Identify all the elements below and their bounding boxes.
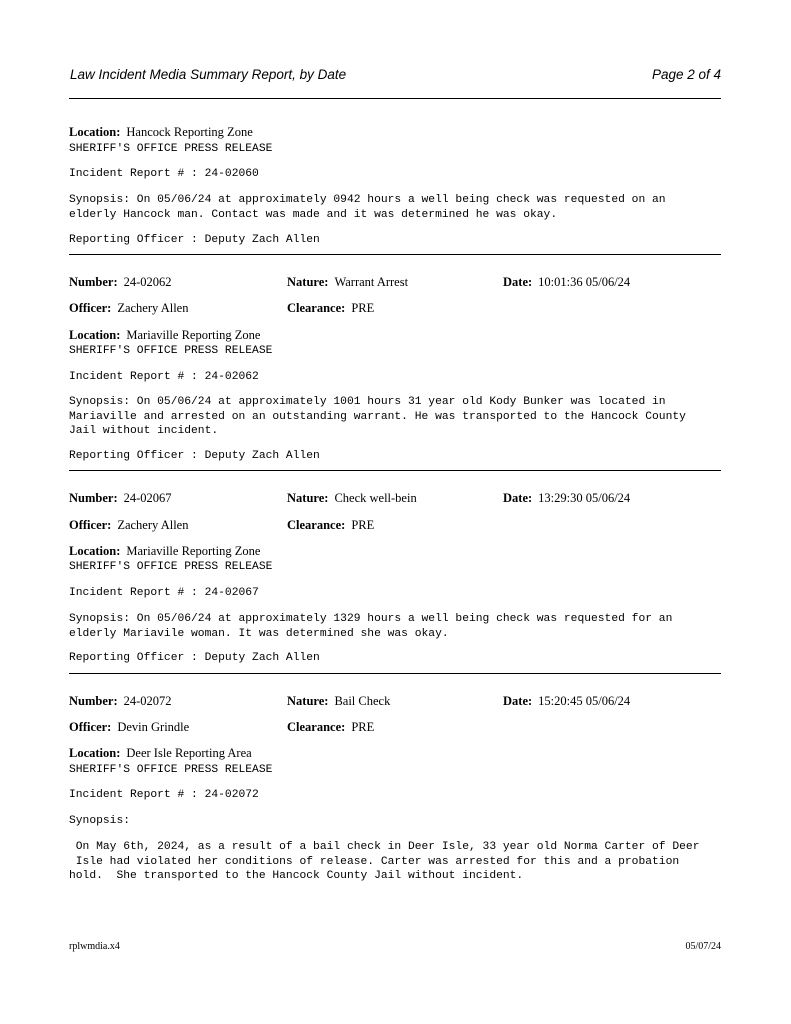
entry3-nature: Nature: Bail Check [287,694,391,708]
entry0-synopsis: Synopsis: On 05/06/24 at approximately 0942 hours a well being check was requested on an elderly Hancock man. Contact was made and it was determined he was okay. [69,194,666,221]
entry2-number: Number: 24-02067 [69,491,172,505]
entry1-location: Location: Mariaville Reporting Zone [69,328,261,342]
entry0-location: Location: Hancock Reporting Zone [69,125,253,139]
entry2-reporting-officer: Reporting Officer : Deputy Zach Allen [69,652,320,664]
entry1-press-release: SHERIFF'S OFFICE PRESS RELEASE [69,345,273,357]
entry3-clearance: Clearance: PRE [287,720,375,734]
entry3-location: Location: Deer Isle Reporting Area [69,746,252,760]
entry1-clearance: Clearance: PRE [287,301,375,315]
header-divider [69,98,721,99]
entry3-date: Date: 15:20:45 05/06/24 [503,694,631,708]
entry-divider [69,470,721,471]
footer-date: 05/07/24 [685,941,721,952]
entry3-synopsis-label: Synopsis: [69,815,131,827]
entry1-incident-report: Incident Report # : 24-02062 [69,371,259,383]
entry2-clearance: Clearance: PRE [287,518,375,532]
entry3-press-release: SHERIFF'S OFFICE PRESS RELEASE [69,764,273,776]
entry0-incident-report: Incident Report # : 24-02060 [69,168,259,180]
entry-divider [69,673,721,674]
entry0-press-release: SHERIFF'S OFFICE PRESS RELEASE [69,143,273,155]
entry3-officer: Officer: Devin Grindle [69,720,190,734]
entry1-officer: Officer: Zachery Allen [69,301,189,315]
entry2-press-release: SHERIFF'S OFFICE PRESS RELEASE [69,561,273,573]
entry3-number: Number: 24-02072 [69,694,172,708]
entry2-location: Location: Mariaville Reporting Zone [69,544,261,558]
entry2-officer: Officer: Zachery Allen [69,518,189,532]
entry1-reporting-officer: Reporting Officer : Deputy Zach Allen [69,450,320,462]
entry-divider [69,254,721,255]
entry1-nature: Nature: Warrant Arrest [287,275,409,289]
entry3-synopsis: On May 6th, 2024, as a result of a bail check in Deer Isle, 33 year old Norma Carter of Deer Isle had violated her conditions of release. Carter was arrested for this and a probation hold. She transported to the Hancock County Jail without incident. [69,841,700,882]
footer-filename: rplwmdia.x4 [69,941,120,952]
page-number: Page 2 of 4 [651,67,721,82]
entry2-synopsis: Synopsis: On 05/06/24 at approximately 1329 hours a well being check was requested for an elderly Mariavile woman. It was determined she was okay. [69,613,673,640]
entry1-date: Date: 10:01:36 05/06/24 [503,275,631,289]
entry1-number: Number: 24-02062 [69,275,172,289]
entry2-date: Date: 13:29:30 05/06/24 [503,491,631,505]
entry1-synopsis: Synopsis: On 05/06/24 at approximately 1001 hours 31 year old Kody Bunker was located in Mariaville and arrested on an outstanding warrant. He was transported to the Hancock County Jail without incident. [69,396,686,437]
entry2-nature: Nature: Check well-bein [287,491,417,505]
entry0-reporting-officer: Reporting Officer : Deputy Zach Allen [69,234,320,246]
report-title: Law Incident Media Summary Report, by Date [70,67,347,82]
entry3-incident-report: Incident Report # : 24-02072 [69,789,259,801]
entry2-incident-report: Incident Report # : 24-02067 [69,587,259,599]
